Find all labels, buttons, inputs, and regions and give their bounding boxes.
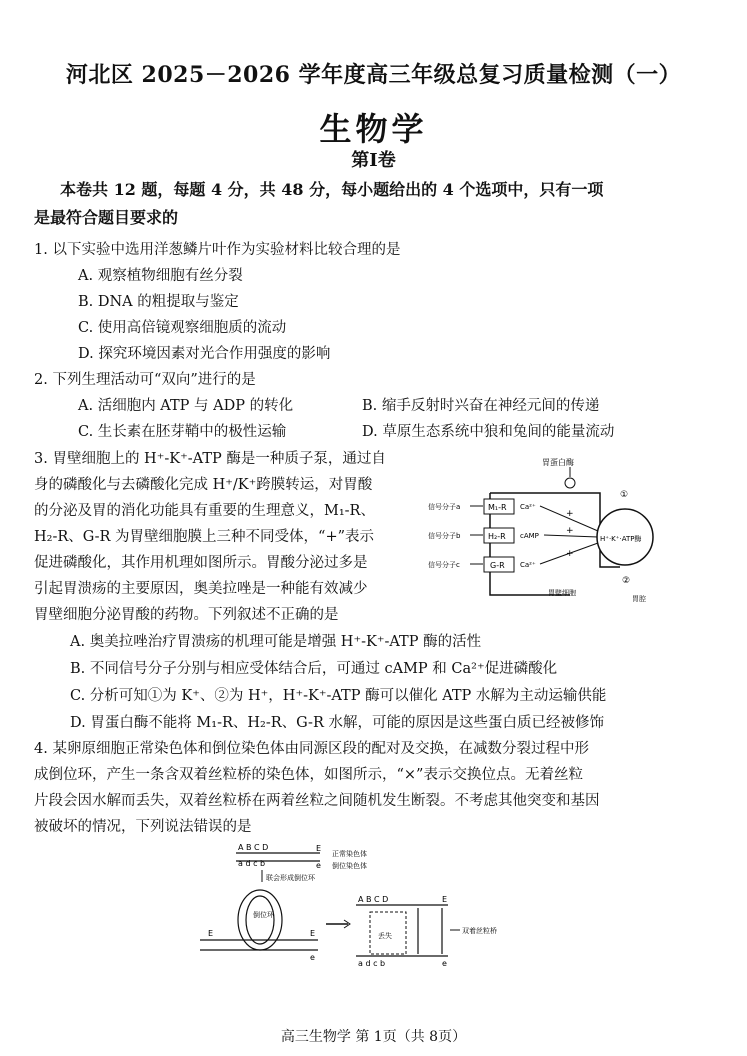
q4-stem-line-1: 4. 某卵原细胞正常染色体和倒位染色体由同源区段的配对及交换，在减数分裂过程中形 — [34, 741, 589, 757]
exam-title: 河北区 2025－2026 学年度高三年级总复习质量检测（一） — [65, 62, 682, 88]
svg-text:+: + — [566, 549, 574, 559]
pepsin-icon — [565, 478, 575, 488]
q2-stem: 2. 下列生理活动可“双向”进行的是 — [34, 372, 256, 388]
svg-text:E: E — [208, 929, 214, 938]
page-footer: 高三生物学 第 1页（共 8页） — [280, 1029, 467, 1045]
q2-option-c: C. 生长素在胚芽鞘中的极性运输 — [78, 424, 287, 440]
signal-c-label: 信号分子c — [428, 561, 460, 569]
svg-text:e: e — [316, 861, 321, 870]
svg-text:G-R: G-R — [490, 561, 505, 570]
svg-text:A B C D: A B C D — [238, 843, 269, 852]
q4-inversion-diagram — [198, 842, 538, 967]
svg-text:丢失: 丢失 — [378, 932, 392, 940]
q3-stem-line-5: 促进磷酸化，其作用机理如图所示。胃酸分泌过多是 — [34, 555, 368, 571]
bridge-label: 双着丝粒桥 — [462, 927, 497, 935]
svg-text:M₁-R: M₁-R — [488, 503, 507, 512]
svg-text:+: + — [566, 526, 574, 536]
q3-mechanism-diagram — [420, 455, 660, 605]
q1-option-c: C. 使用高倍镜观察细胞质的流动 — [78, 320, 287, 336]
svg-text:倒位染色体: 倒位染色体 — [332, 862, 367, 870]
circle-2-label: ② — [622, 576, 631, 586]
svg-text:H⁺·K⁺·ATP酶: H⁺·K⁺·ATP酶 — [600, 535, 642, 543]
svg-text:A B C D: A B C D — [358, 895, 389, 904]
q4-stem-line-2: 成倒位环，产生一条含双着丝粒桥的染色体，如图所示，“×”表示交换位点。无着丝粒 — [34, 767, 583, 783]
q4-stem-line-4: 被破坏的情况，下列说法错误的是 — [34, 819, 252, 835]
svg-text:a d c b: a d c b — [358, 959, 386, 967]
instructions-line-1: 本卷共 12 题，每题 4 分，共 48 分，每小题给出的 4 个选项中，只有一项 — [60, 180, 604, 199]
q3-stem-line-3: 的分泌及胃的消化功能具有重要的生理意义，M₁-R、 — [34, 503, 375, 519]
svg-text:cAMP: cAMP — [520, 532, 539, 540]
q2-option-a: A. 活细胞内 ATP 与 ADP 的转化 — [78, 398, 294, 414]
svg-text:e: e — [442, 959, 447, 967]
q3-stem-line-2: 身的磷酸化与去磷酸化完成 H⁺/K⁺跨膜转运，对胃酸 — [34, 477, 373, 493]
q1-option-d: D. 探究环境因素对光合作用强度的影响 — [78, 346, 331, 362]
svg-text:+: + — [566, 509, 574, 519]
q3-option-a: A. 奥美拉唑治疗胃溃疡的机理可能是增强 H⁺-K⁺-ATP 酶的活性 — [70, 634, 482, 650]
svg-text:H₂-R: H₂-R — [488, 532, 506, 541]
svg-text:联会形成倒位环: 联会形成倒位环 — [266, 874, 315, 882]
volume-label: 第Ⅰ卷 — [351, 150, 396, 171]
svg-text:Ca²⁺: Ca²⁺ — [520, 503, 536, 511]
pepsin-label: 胃蛋白酶 — [542, 458, 574, 467]
instructions-line-2: 是最符合题目要求的 — [34, 208, 179, 227]
q3-stem-line-7: 胃壁细胞分泌胃酸的药物。下列叙述不正确的是 — [34, 607, 339, 623]
q1-option-b: B. DNA 的粗提取与鉴定 — [78, 294, 239, 310]
svg-text:正常染色体: 正常染色体 — [332, 850, 367, 858]
svg-text:E: E — [310, 929, 316, 938]
q4-stem-line-3: 片段会因水解而丢失，双着丝粒桥在两着丝粒之间随机发生断裂。不考虑其他突变和基因 — [34, 793, 600, 809]
q3-stem-line-4: H₂-R、G-R 为胃壁细胞膜上三种不同受体，“+”表示 — [34, 529, 375, 545]
lumen-label: 胃腔 — [632, 595, 646, 603]
q1-stem: 1. 以下实验中选用洋葱鳞片叶作为实验材料比较合理的是 — [34, 242, 401, 258]
q2-option-b: B. 缩手反射时兴奋在神经元间的传递 — [362, 398, 600, 414]
q3-stem-line-6: 引起胃溃疡的主要原因，奥美拉唑是一种能有效减少 — [34, 581, 368, 597]
q2-option-d: D. 草原生态系统中狼和兔间的能量流动 — [362, 424, 615, 440]
cell-label: 胃壁细胞 — [548, 589, 576, 597]
inversion-loop — [238, 890, 282, 950]
q1-option-a: A. 观察植物细胞有丝分裂 — [78, 268, 243, 284]
svg-text:E: E — [442, 895, 448, 904]
q3-option-c: C. 分析可知①为 K⁺、②为 H⁺，H⁺-K⁺-ATP 酶可以催化 ATP 水解为主动运输供能 — [70, 688, 607, 704]
svg-text:倒位环: 倒位环 — [253, 911, 274, 919]
q3-stem-line-1: 3. 胃壁细胞上的 H⁺-K⁺-ATP 酶是一种质子泵，通过自 — [34, 451, 386, 467]
svg-text:e: e — [310, 953, 315, 962]
circle-1-label: ① — [620, 490, 629, 500]
signal-b-label: 信号分子b — [428, 532, 461, 540]
svg-text:E: E — [316, 844, 322, 853]
svg-text:Ca²⁺: Ca²⁺ — [520, 561, 536, 569]
q3-option-b: B. 不同信号分子分别与相应受体结合后，可通过 cAMP 和 Ca²⁺促进磷酸化 — [70, 661, 558, 677]
svg-text:a d c b: a d c b — [238, 859, 266, 868]
q3-option-d: D. 胃蛋白酶不能将 M₁-R、H₂-R、G-R 水解，可能的原因是这些蛋白质已经被修饰 — [70, 715, 604, 731]
subject-title: 生物学 — [319, 110, 428, 148]
signal-a-label: 信号分子a — [428, 503, 461, 511]
